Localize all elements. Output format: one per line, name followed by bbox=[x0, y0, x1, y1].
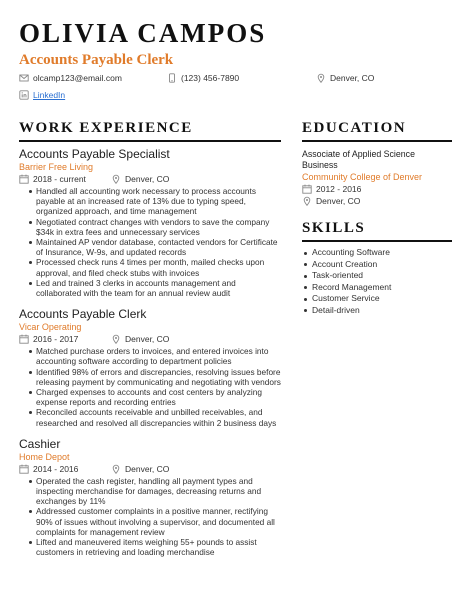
email-contact bbox=[19, 73, 122, 83]
list-item: Identified 98% of errors and discrepancies, resolving issues before releasing payment by communicating and negotiating with vendors bbox=[19, 367, 281, 387]
job-title: Accounts Payable Clerk bbox=[19, 52, 174, 68]
location-pin-icon bbox=[111, 334, 121, 344]
phone-text: (123) 456-7890 bbox=[181, 73, 240, 83]
location-text: Denver, CO bbox=[330, 73, 375, 83]
job-bullets bbox=[19, 346, 281, 428]
education-dates bbox=[302, 184, 452, 194]
list-item: Matched purchase orders to invoices, and entered invoices into accounting software according to department policies bbox=[19, 346, 281, 366]
company-name: Home Depot bbox=[19, 451, 70, 462]
job-location: Denver, CO bbox=[125, 174, 170, 184]
job-entry bbox=[19, 307, 281, 428]
location-contact bbox=[316, 73, 374, 83]
list-item: Led and trained 3 clerks in accounts management and collaborated with the team for an annual review audit bbox=[19, 278, 281, 298]
list-item: Negotiated contract changes with vendors to save the company $34k in extra fees and unnecessary services bbox=[19, 217, 281, 237]
location-pin-icon bbox=[111, 174, 121, 184]
location-pin-icon bbox=[316, 73, 326, 83]
education-section bbox=[302, 120, 452, 206]
education-location bbox=[302, 196, 452, 206]
phone-contact bbox=[167, 73, 239, 83]
email-text: olcamp123@email.com bbox=[33, 73, 122, 83]
company-name: Vicar Operating bbox=[19, 322, 82, 333]
education-entry bbox=[302, 149, 452, 206]
calendar-icon bbox=[19, 174, 29, 184]
job-meta bbox=[19, 334, 281, 344]
linkedin-link[interactable] bbox=[19, 90, 65, 100]
calendar-icon bbox=[302, 184, 312, 194]
skills-heading: SKILLS bbox=[302, 220, 452, 242]
position-title: Accounts Payable Clerk bbox=[19, 307, 147, 322]
education-heading: EDUCATION bbox=[302, 120, 452, 142]
list-item: Accounting Software bbox=[302, 247, 452, 259]
job-bullets bbox=[19, 186, 281, 298]
degree-name: Associate of Applied Science Business bbox=[302, 149, 415, 170]
job-dates: 2014 - 2016 bbox=[33, 463, 79, 474]
list-item: Task-oriented bbox=[302, 270, 452, 282]
company-name: Barrier Free Living bbox=[19, 162, 94, 172]
position-title: Accounts Payable Specialist bbox=[19, 147, 170, 161]
job-bullets bbox=[19, 476, 281, 558]
school-name: Community College of Denver bbox=[302, 172, 423, 182]
job-dates: 2018 - current bbox=[33, 174, 86, 184]
list-item: Reconciled accounts receivable and unbilled receivables, and researched and resolved all discrepancies within 2 business days bbox=[19, 407, 281, 427]
list-item: Addressed customer complaints in a positive manner, rectifying 90% of issues without involving a supervisor, and documented all complaints for management review bbox=[19, 506, 281, 537]
work-experience-heading: WORK EXPERIENCE bbox=[19, 120, 281, 142]
skills-section bbox=[302, 220, 452, 316]
candidate-name: OLIVIA CAMPOS bbox=[19, 18, 267, 48]
job-location: Denver, CO bbox=[125, 334, 170, 345]
list-item: Record Management bbox=[302, 282, 452, 294]
job-meta bbox=[19, 464, 281, 474]
phone-icon bbox=[167, 73, 177, 83]
list-item: Account Creation bbox=[302, 259, 452, 271]
location-pin-icon bbox=[111, 464, 121, 474]
linkedin-icon bbox=[19, 90, 29, 100]
list-item: Operated the cash register, handling all payment types and inspecting merchandise for damages, decreasing returns and exchanges by 11% bbox=[19, 476, 281, 507]
job-dates: 2016 - 2017 bbox=[33, 334, 79, 345]
list-item: Charged expenses to accounts and cost centers by analyzing expense reports and recording entries bbox=[19, 387, 281, 407]
job-entry bbox=[19, 147, 281, 298]
job-location: Denver, CO bbox=[125, 463, 170, 474]
linkedin-text[interactable]: LinkedIn bbox=[33, 90, 66, 100]
list-item: Detail-driven bbox=[302, 305, 452, 317]
sidebar-column bbox=[302, 120, 452, 316]
list-item: Lifted and maneuvered items weighing 55+ pounds to assist customers in retrieving and loading merchandise bbox=[19, 537, 281, 557]
job-meta bbox=[19, 174, 281, 184]
list-item: Customer Service bbox=[302, 293, 452, 305]
work-experience-section bbox=[19, 120, 281, 557]
skills-list bbox=[302, 247, 452, 316]
education-dates-text: 2012 - 2016 bbox=[316, 184, 362, 194]
list-item: Maintained AP vendor database, contacted vendors for Certificate of Insurance, W-9s, and updated records bbox=[19, 237, 281, 257]
envelope-icon bbox=[19, 73, 29, 83]
job-entry bbox=[19, 437, 281, 558]
position-title: Cashier bbox=[19, 436, 61, 451]
location-pin-icon bbox=[302, 196, 312, 206]
list-item: Processed check runs 4 times per month, mailed checks upon approval, and filed check stubs with invoices bbox=[19, 257, 281, 277]
list-item: Handled all accounting work necessary to process accounts payable at an increased rate of 13% due to typing speed, organized approach, and time management bbox=[19, 186, 281, 217]
calendar-icon bbox=[19, 334, 29, 344]
education-location-text: Denver, CO bbox=[316, 196, 361, 206]
calendar-icon bbox=[19, 464, 29, 474]
